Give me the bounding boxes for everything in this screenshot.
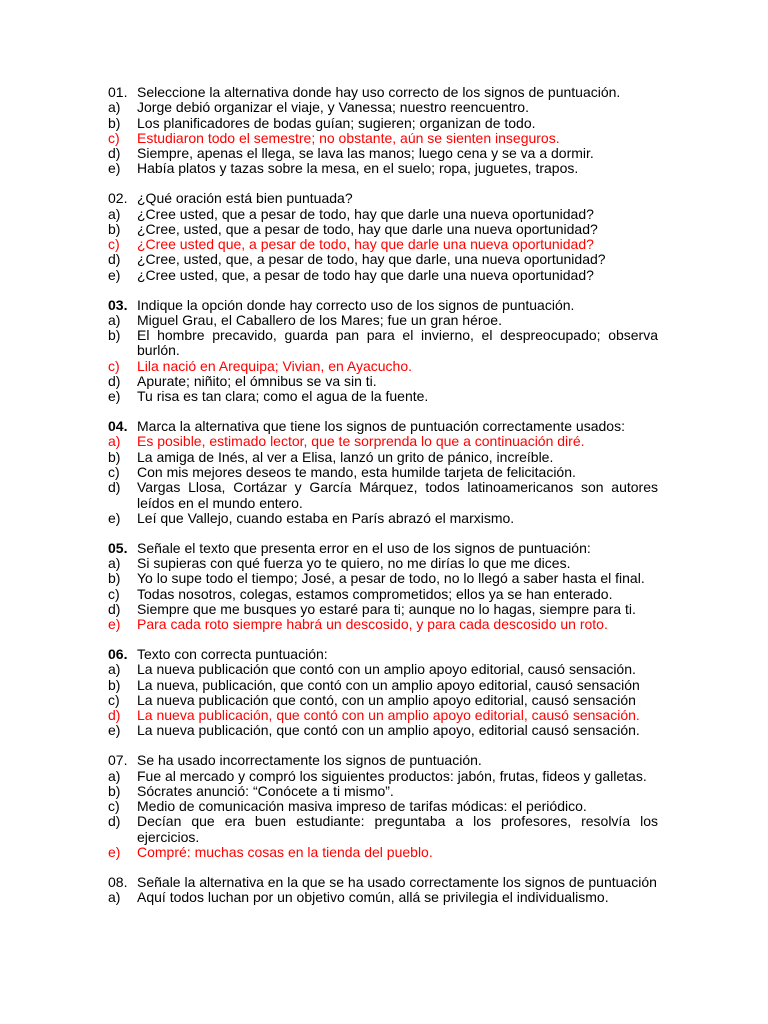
option-text: La nueva, publicación, que contó con un amplio apoyo editorial, causó sensación: [137, 676, 640, 693]
option: [108, 890, 658, 905]
option-correct: [108, 237, 658, 252]
option-text: La nueva publicación, que contó con un amplio apoyo editorial, causó sensación.: [137, 707, 640, 724]
option-label: a): [108, 433, 121, 450]
question-prompt: Indique la opción donde hay correcto uso de los signos de puntuación.: [137, 296, 575, 313]
question-prompt: Marca la alternativa que tiene los signos de puntuación correctamente usados:: [137, 418, 625, 435]
option-label: c): [108, 798, 120, 815]
question: [108, 753, 658, 860]
option-label: a): [108, 767, 121, 784]
question-prompt: ¿Qué oración está bien puntuada?: [137, 190, 353, 207]
option-label: a): [108, 311, 121, 328]
option-text: ¿Cree usted, que a pesar de todo, hay que darle una nueva oportunidad?: [137, 205, 594, 222]
option-label: c): [108, 236, 120, 253]
option: [108, 571, 658, 586]
option: [108, 465, 658, 480]
option: [108, 268, 658, 283]
question-prompt: Señale el texto que presenta error en el uso de los signos de puntuación:: [137, 539, 591, 556]
option-label: d): [108, 145, 121, 162]
option-text: Fue al mercado y compró los siguientes productos: jabón, frutas, fideos y galletas.: [137, 767, 647, 784]
option-label: e): [108, 160, 121, 177]
option-text: La amiga de Inés, al ver a Elisa, lanzó un grito de pánico, increíble.: [137, 448, 554, 465]
option: [108, 480, 658, 511]
option-label: a): [108, 99, 121, 116]
option-label: e): [108, 266, 121, 283]
option: [108, 146, 658, 161]
option: [108, 723, 658, 738]
question-header: [108, 753, 658, 768]
question-number: 03.: [108, 296, 128, 313]
option-text: Si supieras con qué fuerza yo te quiero, no me dirías lo que me dices.: [137, 555, 571, 572]
question-number: 01.: [108, 84, 128, 100]
option: [108, 602, 658, 617]
option-text: Para cada roto siempre habrá un descosido, y para cada descosido un roto.: [137, 616, 608, 633]
option-label: b): [108, 782, 121, 799]
option-label: b): [108, 327, 121, 344]
option-correct: [108, 434, 658, 449]
question-header: [108, 298, 658, 313]
option-text: Siempre que me busques yo estaré para ti; aunque no lo hagas, siempre para ti.: [137, 600, 636, 617]
option-correct: [108, 617, 658, 632]
option-text: Leí que Vallejo, cuando estaba en París abrazó el marxismo.: [137, 509, 515, 526]
option-label: a): [108, 661, 121, 678]
option-label: a): [108, 555, 121, 572]
option-label: c): [108, 585, 120, 602]
option-text: La nueva publicación que contó con un amplio apoyo editorial, causó sensación.: [137, 661, 636, 678]
option-label: b): [108, 114, 121, 131]
option-text: Estudiaron todo el semestre; no obstante, aún se sienten inseguros.: [137, 129, 560, 146]
option-text: Vargas Llosa, Cortázar y García Márquez, todos latinoamericanos son autores leídos en el mundo entero.: [137, 479, 658, 511]
option-text: Aquí todos luchan por un objetivo común, allá se privilegia el individualismo.: [137, 889, 609, 906]
option-correct: [108, 131, 658, 146]
question: [108, 191, 658, 283]
option-label: e): [108, 844, 121, 861]
option-label: d): [108, 813, 121, 830]
option-text: Yo lo supe todo el tiempo; José, a pesar de todo, no lo llegó a saber hasta el final.: [137, 570, 645, 587]
option: [108, 693, 658, 708]
question-prompt: Texto con correcta puntuación:: [137, 646, 328, 662]
option-text: Apurate; niñito; el ómnibus se va sin ti.: [137, 373, 377, 390]
option: [108, 116, 658, 131]
option-text: Todas nosotros, colegas, estamos comprometidos; ellos ya se han enterado.: [137, 585, 613, 602]
option-label: a): [108, 889, 121, 906]
option: [108, 222, 658, 237]
option: [108, 100, 658, 115]
question: [108, 647, 658, 739]
option-label: e): [108, 722, 121, 739]
option-correct: [108, 845, 658, 860]
option-label: d): [108, 479, 121, 496]
option-text: Con mis mejores deseos te mando, esta humilde tarjeta de felicitación.: [137, 464, 576, 481]
question-header: [108, 85, 658, 100]
option-text: La nueva publicación que contó, con un amplio apoyo editorial, causó sensación: [137, 691, 636, 708]
question-header: [108, 647, 658, 662]
option-text: Decían que era buen estudiante: preguntaba a los profesores, resolvía los ejercicios.: [137, 813, 658, 845]
option-text: La nueva publicación, que contó con un amplio apoyo, editorial causó sensación.: [137, 722, 640, 739]
option-label: d): [108, 600, 121, 617]
option-label: c): [108, 691, 120, 708]
question-prompt: Se ha usado incorrectamente los signos de puntuación.: [137, 752, 482, 769]
option-label: b): [108, 220, 121, 237]
option-text: ¿Cree, usted, que a pesar de todo, hay que darle una nueva oportunidad?: [137, 220, 598, 237]
question-header: [108, 419, 658, 434]
option-text: Sócrates anunció: “Conócete a ti mismo”.: [137, 782, 394, 799]
option-text: Había platos y tazas sobre la mesa, en el suelo; ropa, juguetes, trapos.: [137, 160, 579, 177]
question-number: 06.: [108, 646, 128, 662]
question-number: 05.: [108, 539, 128, 556]
option-text: Medio de comunicación masiva impreso de tarifas módicas: el periódico.: [137, 798, 587, 815]
question: [108, 85, 658, 177]
option: [108, 313, 658, 328]
option: [108, 207, 658, 222]
option-text: Compré: muchas cosas en la tienda del pueblo.: [137, 844, 433, 861]
option: [108, 511, 658, 526]
question-header: [108, 541, 658, 556]
option-text: ¿Cree usted, que, a pesar de todo hay que darle una nueva oportunidad?: [137, 266, 594, 283]
option-label: e): [108, 616, 121, 633]
option-text: Lila nació en Arequipa; Vivian, en Ayacucho.: [137, 357, 413, 374]
question: [108, 541, 658, 633]
option-label: d): [108, 251, 121, 268]
question-number: 08.: [108, 873, 128, 890]
option-label: b): [108, 676, 121, 693]
option: [108, 587, 658, 602]
option: [108, 799, 658, 814]
option-text: Es posible, estimado lector, que te sorprenda lo que a continuación diré.: [137, 433, 585, 450]
option-label: d): [108, 707, 121, 724]
option-correct: [108, 359, 658, 374]
option-label: a): [108, 205, 121, 222]
option-label: e): [108, 509, 121, 526]
option-text: Miguel Grau, el Caballero de los Mares; fue un gran héroe.: [137, 311, 502, 328]
option: [108, 678, 658, 693]
option-text: Los planificadores de bodas guían; sugieren; organizan de todo.: [137, 114, 536, 131]
option: [108, 556, 658, 571]
option-label: e): [108, 388, 121, 405]
option-label: c): [108, 357, 120, 374]
option-text: El hombre precavido, guarda pan para el invierno, el despreocupado; observa burlón.: [137, 327, 658, 359]
question-header: [108, 875, 658, 890]
question: [108, 298, 658, 405]
question-prompt: Señale la alternativa en la que se ha usado correctamente los signos de puntuación: [137, 873, 657, 890]
option-text: Jorge debió organizar el viaje, y Vanessa; nuestro reencuentro.: [137, 99, 529, 116]
question-prompt: Seleccione la alternativa donde hay uso correcto de los signos de puntuación.: [137, 84, 621, 100]
option-text: Siempre, apenas el llega, se lava las manos; luego cena y se va a dormir.: [137, 145, 594, 162]
option-label: d): [108, 373, 121, 390]
option: [108, 328, 658, 359]
option-text: ¿Cree usted que, a pesar de todo, hay que darle una nueva oportunidad?: [137, 236, 594, 253]
option-text: ¿Cree, usted, que, a pesar de todo, hay que darle, una nueva oportunidad?: [137, 251, 606, 268]
question-number: 02.: [108, 190, 128, 207]
option: [108, 814, 658, 845]
option-text: Tu risa es tan clara; como el agua de la fuente.: [137, 388, 429, 405]
question: [108, 875, 658, 906]
question-header: [108, 191, 658, 206]
option-label: c): [108, 464, 120, 481]
option: [108, 161, 658, 176]
option-label: c): [108, 129, 120, 146]
question: [108, 419, 658, 526]
option: [108, 784, 658, 799]
option-correct: [108, 708, 658, 723]
question-number: 07.: [108, 752, 128, 769]
option: [108, 450, 658, 465]
option: [108, 389, 658, 404]
option-label: b): [108, 448, 121, 465]
question-number: 04.: [108, 418, 128, 435]
option: [108, 374, 658, 389]
option-label: b): [108, 570, 121, 587]
option: [108, 662, 658, 677]
option: [108, 252, 658, 267]
option: [108, 769, 658, 784]
